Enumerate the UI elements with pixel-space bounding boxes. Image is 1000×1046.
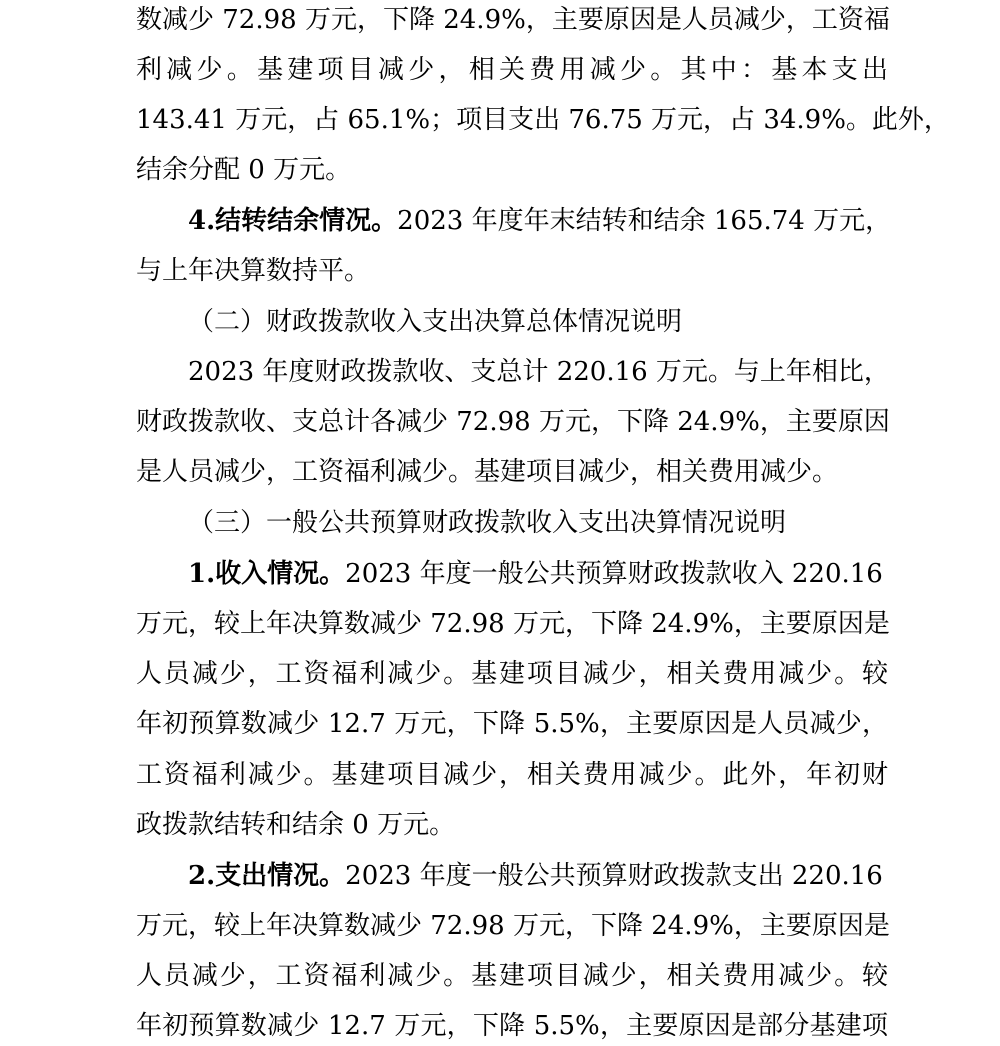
- text-line: 人员减少，工资福利减少。基建项目减少，相关费用减少。较: [136, 961, 888, 991]
- income-label: 1.收入情况。: [188, 559, 346, 589]
- text-line: 万元，较上年决算数减少 72.98 万元，下降 24.9%，主要原因是: [136, 609, 890, 639]
- text-line: 是人员减少，工资福利减少。基建项目减少，相关费用减少。: [136, 457, 839, 487]
- text-line: 与上年决算数持平。: [136, 256, 371, 286]
- text-line: 财政拨款收、支总计各减少 72.98 万元，下降 24.9%，主要原因: [136, 407, 890, 437]
- section4-label: 4.结转结余情况。: [188, 206, 398, 236]
- text-line: 万元，较上年决算数减少 72.98 万元，下降 24.9%，主要原因是: [136, 911, 890, 941]
- text-line: 利减少。基建项目减少，相关费用减少。其中：基本支出: [136, 55, 888, 85]
- section4-text: 2023 年度年末结转和结余 165.74 万元，: [397, 206, 892, 236]
- text-line: 工资福利减少。基建项目减少，相关费用减少。此外，年初财: [136, 760, 888, 790]
- expense-line: [188, 856, 883, 896]
- text-line: 143.41 万元，占 65.1%；项目支出 76.75 万元，占 34.9%。此外，: [136, 105, 950, 135]
- section4-line: [188, 201, 892, 241]
- section-heading-2: （二）财政拨款收入支出决算总体情况说明: [188, 307, 683, 337]
- expense-text: 2023 年度一般公共预算财政拨款支出 220.16: [345, 861, 883, 891]
- text-line: 政拨款结转和结余 0 万元。: [136, 810, 456, 840]
- text-line: 结余分配 0 万元。: [136, 155, 352, 185]
- text-line: 2023 年度财政拨款收、支总计 220.16 万元。与上年相比，: [188, 357, 890, 387]
- income-line: [188, 554, 883, 594]
- text-line: 年初预算数减少 12.7 万元，下降 5.5%，主要原因是人员减少，: [136, 709, 888, 739]
- section-heading-3: （三）一般公共预算财政拨款收入支出决算情况说明: [188, 508, 787, 538]
- text-line: 年初预算数减少 12.7 万元，下降 5.5%，主要原因是部分基建项: [136, 1011, 888, 1041]
- text-line: 数减少 72.98 万元，下降 24.9%，主要原因是人员减少，工资福: [136, 5, 890, 35]
- income-text: 2023 年度一般公共预算财政拨款收入 220.16: [345, 559, 883, 589]
- text-line: 人员减少，工资福利减少。基建项目减少，相关费用减少。较: [136, 659, 888, 689]
- expense-label: 2.支出情况。: [188, 861, 346, 891]
